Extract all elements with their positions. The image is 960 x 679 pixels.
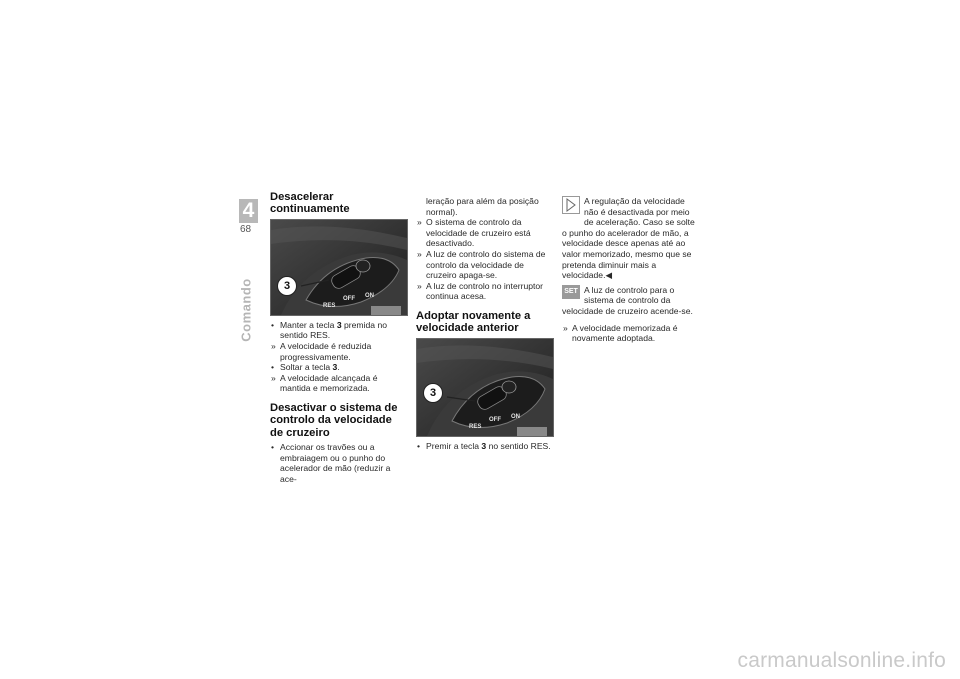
heading-decelerate: Desacelerar continuamente: [270, 191, 350, 216]
note-1: A regulação da velocidade não é desactivada por meio de aceleração. Caso se solte o punho do acelerador de mão, a velocidade desce apenas até ao valor memorizado, mesmo que se pretenda diminuir mais a velocidade.◀: [562, 196, 695, 281]
column-2: [416, 196, 552, 451]
heading-resume: Adoptar novamente a velocidade anterior: [416, 309, 531, 335]
on-label: ON: [511, 413, 520, 420]
res-label: RES: [323, 302, 336, 309]
list-item: • Soltar a tecla 3.: [271, 362, 340, 373]
list-item: » A velocidade é reduzida progressivamente.: [271, 341, 372, 362]
list-item: » A luz de controlo do sistema de controlo da velocidade de cruzeiro apaga-se.: [417, 248, 546, 281]
on-label: ON: [365, 292, 374, 299]
heading-deactivate: Desactivar o sistema de controlo da velocidade de cruzeiro: [270, 401, 398, 439]
list-item: » A velocidade memorizada é novamente adoptada.: [563, 322, 678, 344]
handlebar-switch-image: [271, 220, 407, 315]
continued-text: leração para além da posição normal).: [426, 196, 539, 217]
note-2: SET A luz de controlo para o sistema de controlo da velocidade de cruzeiro acende-se.: [562, 284, 693, 316]
callout-3: 3: [277, 276, 297, 296]
switch-illustration-2: [416, 338, 554, 437]
page-number: 68: [240, 224, 252, 235]
watermark: carmanualsonline.info: [737, 649, 946, 672]
res-label: RES: [469, 423, 482, 430]
chapter-number: 4: [239, 199, 258, 223]
set-indicator-icon: SET: [562, 285, 580, 299]
list-item: » A luz de controlo no interruptor continua acesa.: [417, 280, 544, 302]
column-1: [270, 191, 406, 485]
chapter-side-title: Comando: [238, 278, 254, 342]
note-triangle-icon: [562, 196, 580, 217]
off-label: OFF: [343, 295, 355, 302]
switch-illustration-1: [270, 219, 408, 316]
list-item: • Manter a tecla 3 premida no sentido RES.: [271, 319, 388, 341]
column-3: [562, 196, 698, 344]
list-item: • Premir a tecla 3 no sentido RES.: [417, 440, 551, 451]
list-item: » O sistema de controlo da velocidade de cruzeiro está desactivado.: [417, 217, 531, 249]
list-item: » A velocidade alcançada é mantida e memorizada.: [271, 372, 378, 394]
callout-3: 3: [423, 383, 443, 403]
list-item: • Accionar os travões ou a embraiagem ou o punho do acelerador de mão (reduzir a ace-: [271, 442, 391, 484]
off-label: OFF: [489, 416, 501, 423]
